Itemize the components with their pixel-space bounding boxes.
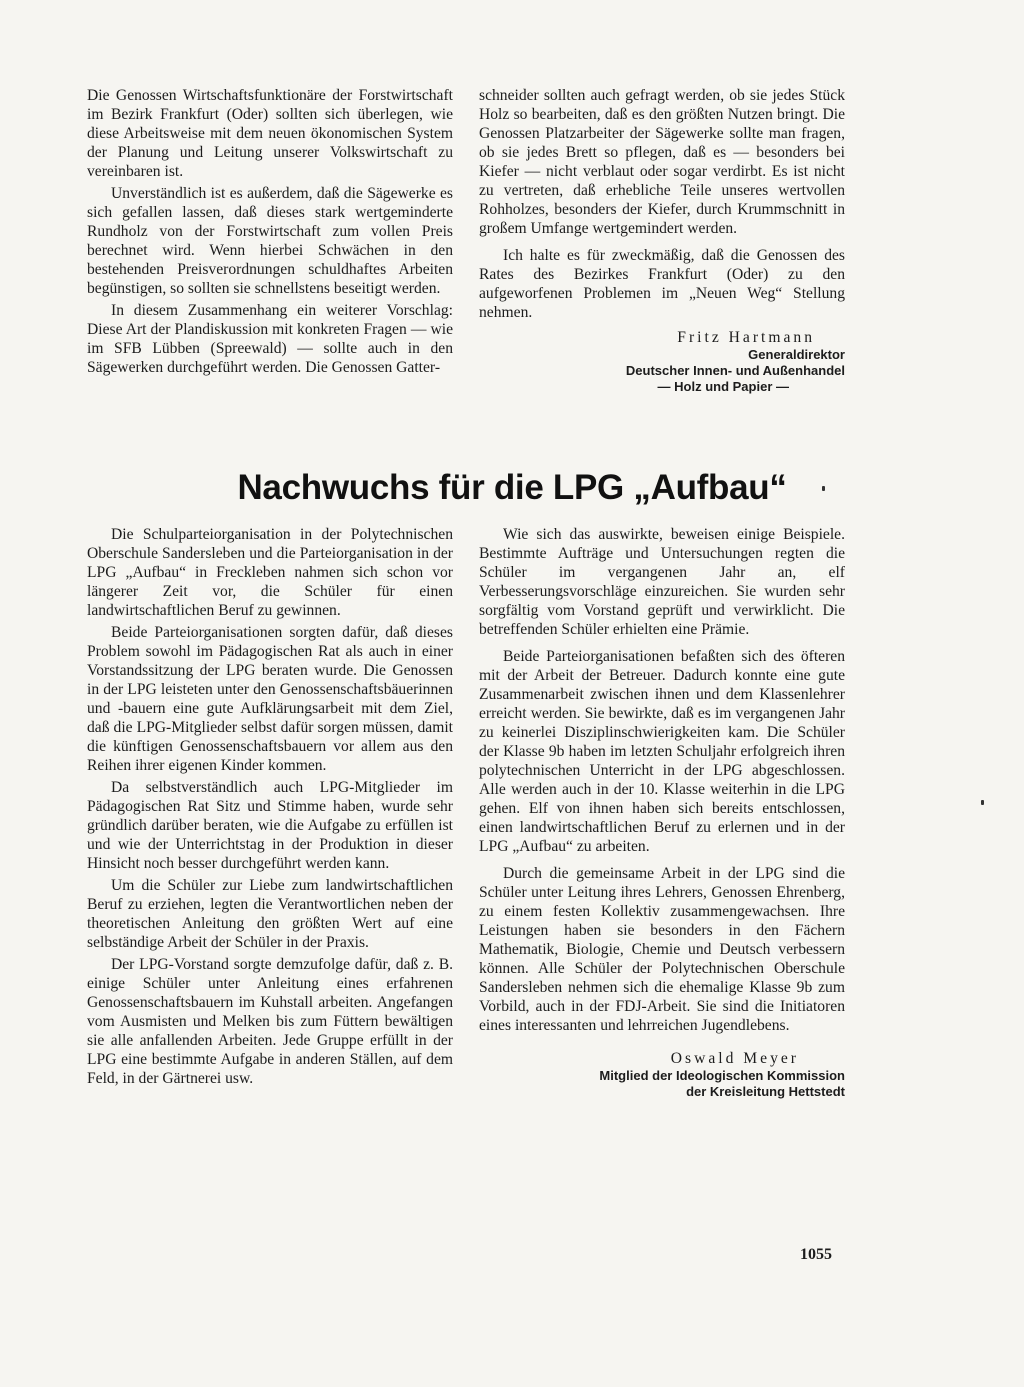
top-article-signature xyxy=(479,328,845,395)
author-role: Mitglied der Ideologischen Kommission xyxy=(599,1068,845,1083)
top-article-right-column xyxy=(479,86,845,395)
paragraph: Ich halte es für zweckmäßig, daß die Genossen des Rates des Bezirkes Frankfurt (Oder) zu den aufgeworfenen Problemen im „Neuen Weg“ Stellung nehmen. xyxy=(479,247,845,321)
main-article-left-column xyxy=(87,525,453,1088)
paragraph: Um die Schüler zur Liebe zum landwirtschaftlichen Beruf zu erziehen, legten die Verantwortlichen neben der theoretischen Anleitung den größten Wert auf eine selbständige Arbeit der Schüler in der Praxis. xyxy=(87,877,453,951)
author-name: Oswald Meyer xyxy=(670,1050,799,1067)
paragraph: Der LPG-Vorstand sorgte demzufolge dafür, daß z. B. einige Schüler unter Anleitung eines erfahrenen Genossenschaftsbauern im Kuhstall arbeiten. Angefangen vom Ausmisten und Melken bis zum Füttern bewältigen sie alle anfallenden Arbeiten. Jede Gruppe erfüllt in der LPG eine bestimmte Aufgabe in anderen Ställen, auf dem Feld, in der Gärtnerei usw. xyxy=(87,956,453,1087)
author-name: Fritz Hartmann xyxy=(677,329,815,346)
page-number: 1055 xyxy=(800,1246,832,1263)
author-organization: Deutscher Innen- und Außenhandel xyxy=(625,363,845,378)
article-headline: Nachwuchs für die LPG „Aufbau“ xyxy=(237,468,787,507)
paragraph: Wie sich das auswirkte, beweisen einige Beispiele. Bestimmte Aufträge und Untersuchungen regten die Schüler im vergangenen Jahr an, elf Verbesserungsvorschläge einzureichen. Sie wurden sehr sorgfältig vom Vorstand geprüft und verwirklicht. Die betreffenden Schüler erhielten eine Prämie. xyxy=(479,526,845,638)
paragraph: Beide Parteiorganisationen befaßten sich des öfteren mit der Arbeit der Betreuer. Dadurch konnte eine gute Zusammenarbeit zwischen ihnen und dem Klassenlehrer erreicht werden. Sie bewirkte, daß es im vergangenen Jahr zu keinerlei Disziplinschwierigkeiten kam. Die Schüler der Klasse 9b haben im letzten Schuljahr erfolgreich ihren polytechnischen Unterricht in der LPG abgeschlossen. Alle werden auch in der 10. Klasse weiterhin in die LPG gehen. Elf von ihnen haben sich bereits entschlossen, einen landwirtschaftlichen Beruf zu erlernen und in der LPG „Aufbau“ zu arbeiten. xyxy=(479,648,845,855)
paragraph: Die Genossen Wirtschaftsfunktionäre der Forstwirtschaft im Bezirk Frankfurt (Oder) sollten sich überlegen, wie diese Arbeitsweise mit dem neuen ökonomischen System der Planung und Leitung unserer Volkswirtschaft zu vereinbaren ist. xyxy=(87,87,453,180)
scan-speck xyxy=(822,486,825,491)
paragraph: Da selbstverständlich auch LPG-Mitglieder im Pädagogischen Rat Sitz und Stimme haben, wurde sehr gründlich darüber beraten, wie die Aufgabe zu erfüllen ist und wie der Unterrichtstag in der Produktion in dieser Hinsicht noch besser durchgeführt werden kann. xyxy=(87,779,453,872)
paragraph: Unverständlich ist es außerdem, daß die Sägewerke es sich gefallen lassen, daß dieses stark wertgeminderte Rundholz von der Forstwirtschaft zum vollen Preis berechnet wird. Wenn hierbei Schwächen in den bestehenden Preisverordnungen schuldhaftes Arbeiten begünstigen, so sollten sie schnellstens beseitigt werden. xyxy=(87,185,453,297)
top-article-left-column xyxy=(87,86,453,377)
paragraph: Die Schulparteiorganisation in der Polytechnischen Oberschule Sandersleben und die Parteiorganisation in der LPG „Aufbau“ in Freckleben nahmen sich schon vor längerer Zeit vor, die Schüler für einen landwirtschaftlichen Beruf zu gewinnen. xyxy=(87,526,453,619)
paragraph: schneider sollten auch gefragt werden, ob sie jedes Stück Holz so bearbeiten, daß es den größten Nutzen bringt. Die Genossen Platzarbeiter der Sägewerke sollte man fragen, ob sie jedes Brett so pflegen, daß es — besonders bei Kiefer — nicht verblaut oder sogar verdirbt. Es ist nicht zu vertreten, daß erhebliche Teile unseres wertvollen Rohholzes, besonders der Kiefer, durch Krummschnitt in großem Umfange wertgemindert werden. xyxy=(479,87,845,237)
author-division: — Holz und Papier — xyxy=(657,379,789,394)
main-article-signature xyxy=(479,1049,845,1100)
paragraph: Durch die gemeinsame Arbeit in der LPG sind die Schüler unter Leitung ihres Lehrers, Genossen Ehrenberg, zu einem festen Kollektiv zusammengewachsen. Ihre Leistungen haben sie besonders in den Fächern Mathematik, Biologie, Chemie und Deutsch verbessern können. Alle Schüler der Polytechnischen Oberschule Sandersleben nehmen sich die ehemalige Klasse 9b zum Vorbild, auch in der FDJ-Arbeit. Sie sind die Initiatoren eines interessanten und lehrreichen Jugendlebens. xyxy=(479,865,845,1034)
main-article-right-column xyxy=(479,525,845,1100)
paragraph: Beide Parteiorganisationen sorgten dafür, daß dieses Problem sowohl im Pädagogischen Rat als auch in einer Vorstandssitzung der LPG beraten wurde. Die Genossen in der LPG leisteten unter den Genossenschaftsbäuerinnen und -bauern eine gute Aufklärungsarbeit mit dem Ziel, daß die LPG-Mitglieder selbst dafür sorgen müssen, damit die künftigen Genossenschaftsbauern vor allem aus den Reihen ihrer eigenen Kinder kommen. xyxy=(87,624,453,774)
scan-speck xyxy=(981,800,984,805)
author-role: Generaldirektor xyxy=(748,347,845,362)
paragraph: In diesem Zusammenhang ein weiterer Vorschlag: Diese Art der Plandiskussion mit konkreten Fragen — wie im SFB Lübben (Spreewald) — sollte auch in den Sägewerken durchgeführt werden. Die Genossen Gatter- xyxy=(87,302,453,376)
author-organization: der Kreisleitung Hettstedt xyxy=(686,1084,845,1099)
